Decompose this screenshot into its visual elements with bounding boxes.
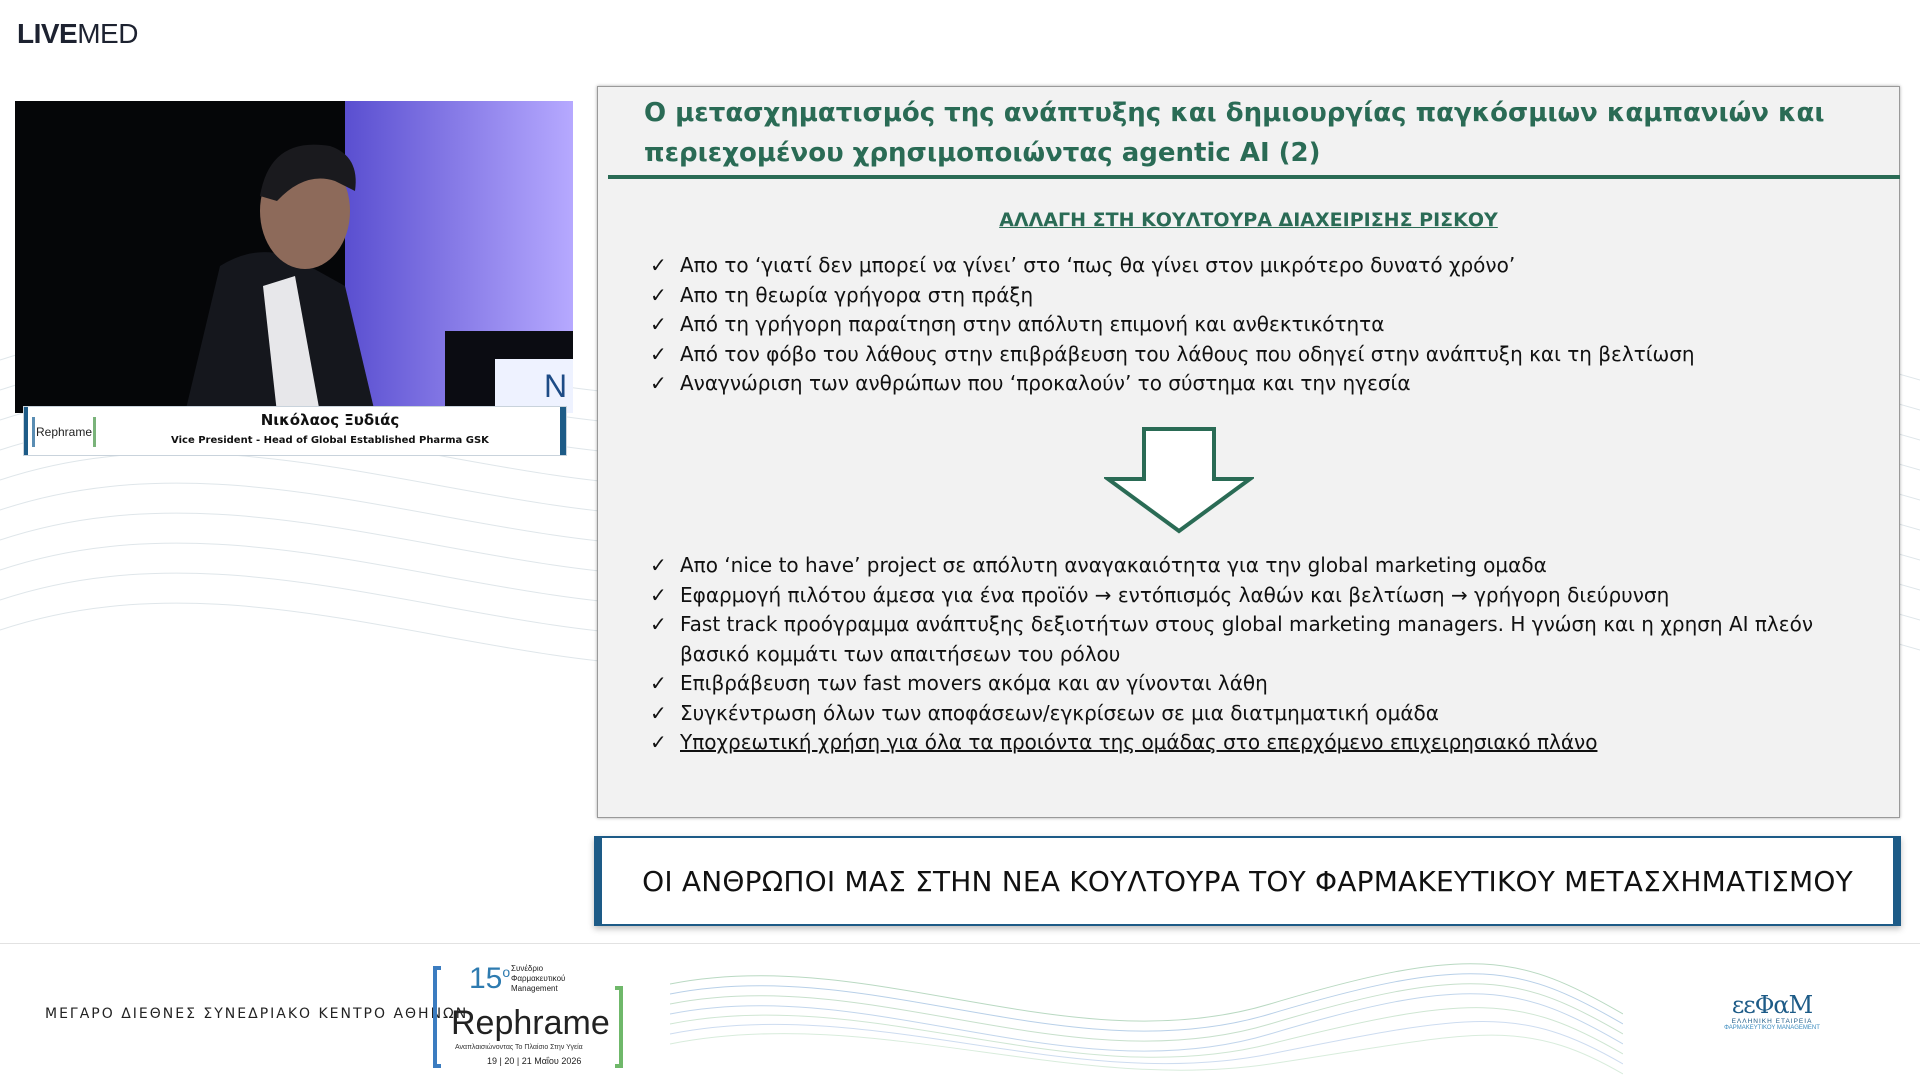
check-icon: ✓ bbox=[650, 341, 667, 366]
logo-bold-text: LIVE bbox=[17, 18, 78, 49]
list-item bbox=[650, 699, 1880, 729]
podium-letter: N bbox=[544, 368, 568, 404]
list-item bbox=[650, 669, 1880, 699]
check-icon: ✓ bbox=[650, 553, 667, 577]
down-arrow-icon bbox=[1104, 427, 1254, 535]
list-item bbox=[650, 610, 1880, 669]
list-item bbox=[650, 728, 1880, 758]
list-item-text: Εφαρμογή πιλότου άμεσα για ένα προϊόν → εντόπισμός λαθών και βελτίωση → γρήγορη διεύρυνση bbox=[680, 582, 1670, 607]
list-item-text: Αναγνώριση των ανθρώπων που ‘προκαλούν’ το σύστημα και την ηγεσία bbox=[680, 371, 1411, 395]
list-item bbox=[650, 310, 1880, 340]
check-icon: ✓ bbox=[650, 612, 667, 636]
conference-tagline: Αναπλαισιώνοντας Το Πλαίσιο Στην Υγεία bbox=[455, 1044, 583, 1051]
event-footer bbox=[0, 943, 1920, 1080]
list-item-text: Υποχρεωτική χρήση για όλα τα προιόντα της ομάδας στο επερχόμενο επιχειρησιακό πλάνο bbox=[680, 730, 1598, 754]
conference-title: Rephrame bbox=[451, 1004, 610, 1042]
list-item-text: Από τον φόβο του λάθους στην επιβράβευση του λάθους που οδηγεί στην ανάπτυξη και τη βελτίωση bbox=[680, 341, 1695, 366]
list-item-text: Απο τη θεωρία γρήγορα στη πράξη bbox=[680, 282, 1034, 307]
presentation-slide bbox=[597, 86, 1900, 818]
list-item bbox=[650, 581, 1880, 611]
speaker-caption bbox=[23, 406, 567, 456]
check-icon: ✓ bbox=[650, 700, 667, 725]
conference-dates: 19 | 20 | 21 Μαΐου 2026 bbox=[487, 1056, 582, 1066]
logo-bracket-right bbox=[615, 986, 623, 1068]
subtitle-line: Συνέδριο bbox=[511, 964, 544, 973]
speaker-name: Νικόλαος Ξυδιάς bbox=[260, 411, 400, 429]
list-item-text: Συγκέντρωση όλων των αποφάσεων/εγκρίσεων σε μια διατμηματική ομάδα bbox=[680, 700, 1439, 725]
edition-number: 15 bbox=[469, 962, 503, 995]
check-icon: ✓ bbox=[650, 253, 667, 277]
conference-subtitle bbox=[511, 964, 565, 994]
slide-title-divider bbox=[608, 175, 1900, 179]
eefam-mark: εεΦαΜ bbox=[1731, 991, 1813, 1019]
edition-suffix: ο bbox=[502, 964, 511, 980]
logo-thin-text: MED bbox=[77, 18, 138, 49]
speaker-video-frame bbox=[15, 101, 573, 413]
bullet-list-before bbox=[650, 251, 1880, 399]
bullet-list-after bbox=[650, 551, 1880, 758]
list-item-text: Επιβράβευση των fast movers ακόμα και αν γίνονται λάθη bbox=[680, 671, 1268, 695]
check-icon: ✓ bbox=[650, 671, 667, 695]
check-icon: ✓ bbox=[650, 371, 667, 395]
check-icon: ✓ bbox=[650, 582, 667, 607]
list-item-text: Απο το ‘γιατί δεν μπορεί να γίνει’ στο ‘πως θα γίνει στον μικρότερο δυνατό χρόνο’ bbox=[680, 253, 1516, 277]
list-item-text: Από τη γρήγορη παραίτηση στην απόλυτη επιμονή και ανθεκτικότητα bbox=[680, 312, 1385, 336]
list-item-text: Fast track προόγραμμα ανάπτυξης δεξιοτήτων στους global marketing managers. Η γνώση και η χρηση AI πλεόν βασικό κομμάτι των απαιτήσεων του ρόλου bbox=[680, 612, 1813, 666]
speaker-video bbox=[15, 101, 573, 413]
check-icon: ✓ bbox=[650, 282, 667, 307]
conference-edition bbox=[469, 962, 510, 996]
check-icon: ✓ bbox=[650, 312, 667, 336]
list-item-text: Απο ‘nice to have’ project σε απόλυτη αναγακαιότητα για την global marketing ομαδα bbox=[680, 553, 1547, 577]
topic-banner bbox=[594, 836, 1901, 926]
venue-text: ΜΕΓΑΡΟ ΔΙΕΘΝΕΣ ΣΥΝΕΔΡΙΑΚΟ ΚΕΝΤΡΟ ΑΘΗΝΩΝ bbox=[45, 1006, 469, 1022]
list-item bbox=[650, 340, 1880, 370]
rephrame-caption-logo: Rephrame bbox=[32, 417, 96, 447]
subtitle-line: Management bbox=[511, 984, 558, 993]
list-item bbox=[650, 551, 1880, 581]
eefam-logo bbox=[1722, 992, 1822, 1038]
list-item bbox=[650, 251, 1880, 281]
list-item bbox=[650, 369, 1880, 399]
list-item bbox=[650, 281, 1880, 311]
livemed-logo bbox=[17, 18, 138, 50]
check-icon: ✓ bbox=[650, 730, 667, 754]
eefam-line2: ΦΑΡΜΑΚΕΥΤΙΚΟΥ MANAGEMENT bbox=[1724, 1025, 1820, 1031]
slide-subheading: ΑΛΛΑΓΗ ΣΤΗ ΚΟΥΛΤΟΥΡΑ ΔΙΑΧΕΙΡΙΣΗΣ ΡΙΣΚΟΥ bbox=[999, 209, 1498, 231]
footer-wave-graphic bbox=[670, 944, 1623, 1080]
rephrame-conference-logo bbox=[433, 962, 623, 1070]
topic-banner-text: ΟΙ ΑΝΘΡΩΠΟΙ ΜΑΣ ΣΤΗΝ ΝΕΑ ΚΟΥΛΤΟΥΡΑ ΤΟΥ ΦΑΡΜΑΚΕΥΤΙΚΟΥ ΜΕΤΑΣΧΗΜΑΤΙΣΜΟΥ bbox=[642, 864, 1853, 898]
eefam-line1: ΕΛΛΗΝΙΚΗ ΕΤΑΙΡΕΙΑ bbox=[1731, 1018, 1813, 1025]
logo-bracket-left bbox=[433, 966, 441, 1068]
speaker-role: Vice President - Head of Global Established Pharma GSK bbox=[171, 435, 489, 446]
subtitle-line: Φαρμακευτικού bbox=[511, 974, 566, 983]
slide-title: Ο μετασχηματισμός της ανάπτυξης και δημιουργίας παγκόσμιων καμπανιών και περιεχομένου χρησιμοποιώντας agentic AI (2) bbox=[644, 98, 1825, 168]
